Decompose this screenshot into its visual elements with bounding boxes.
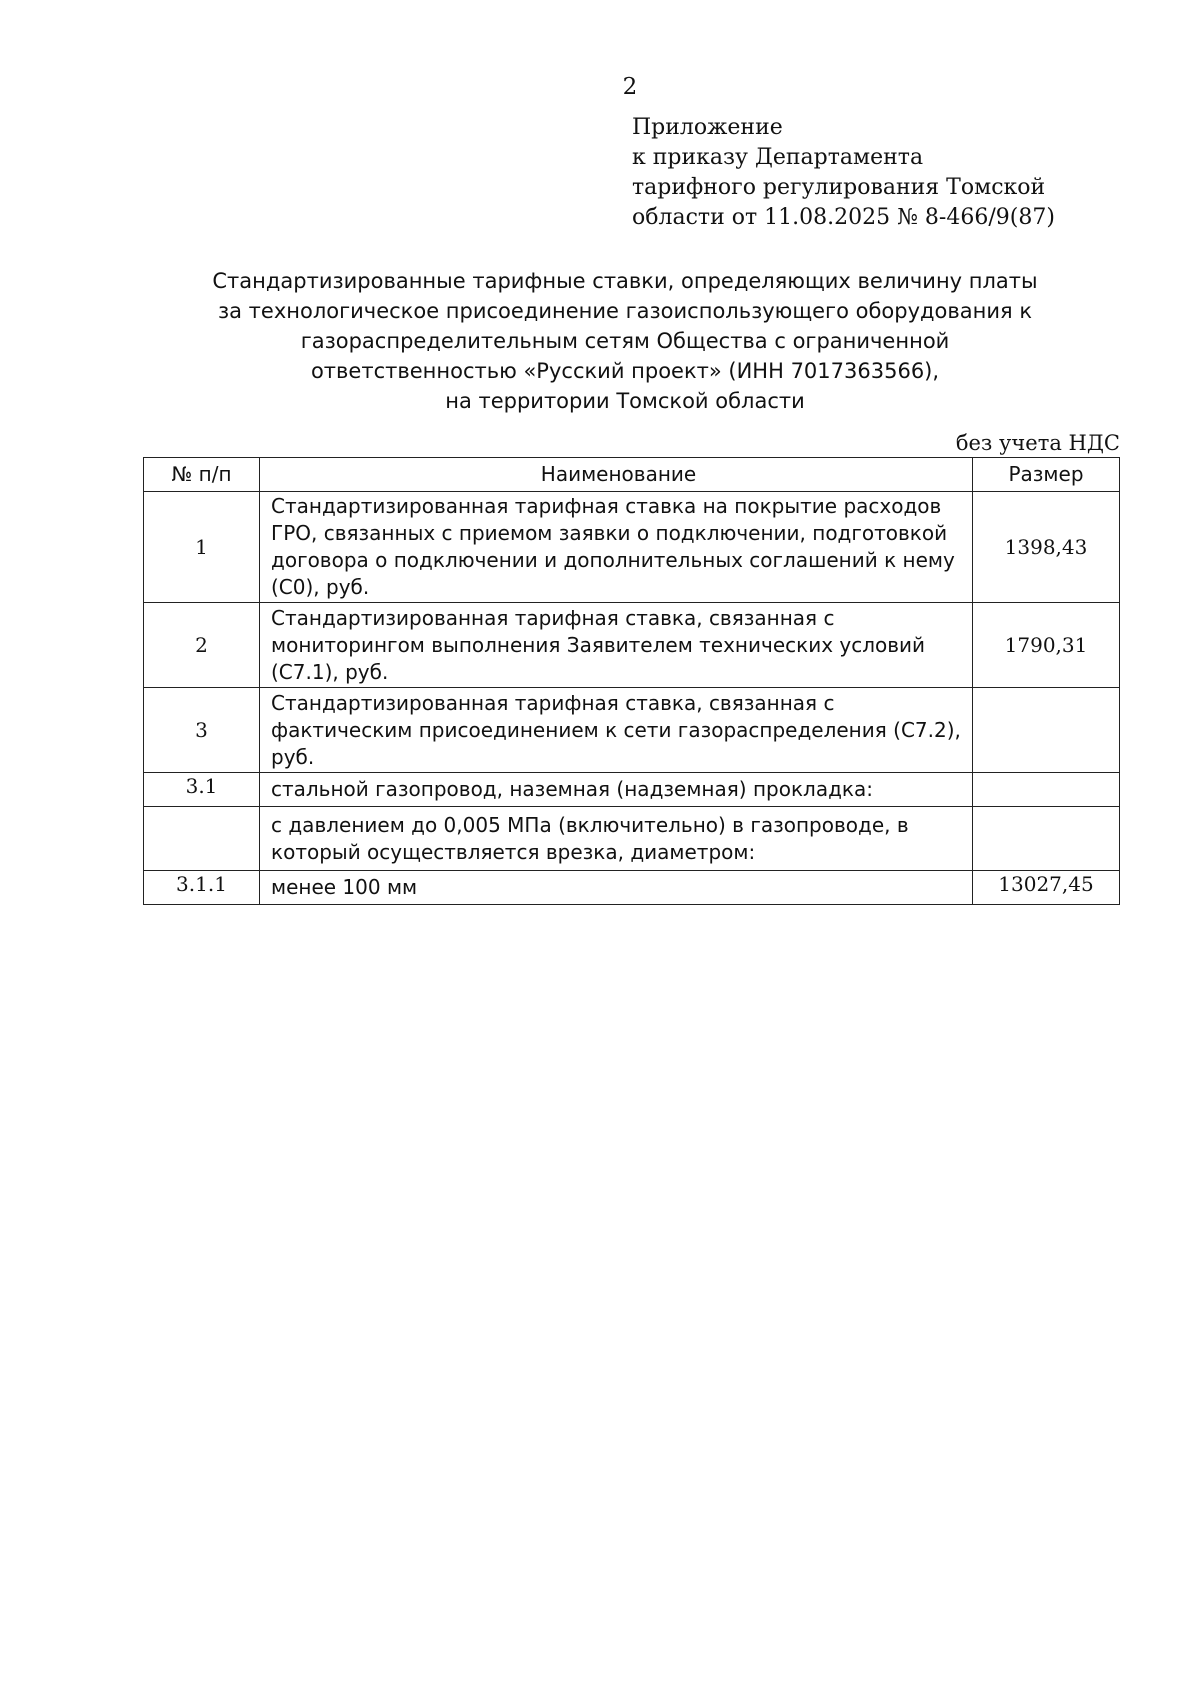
- row-name-line: стальной газопровод, наземная (надземная) прокладка:: [271, 777, 873, 801]
- title-line: на территории Томской области: [445, 389, 805, 413]
- row-number: [144, 807, 260, 871]
- header-size: Размер: [973, 458, 1120, 492]
- row-name-line: с давлением до 0,005 МПа (включительно) в газопроводе, в: [271, 812, 909, 837]
- page-number: 2: [622, 74, 638, 100]
- tariff-rates-table: [143, 457, 1120, 905]
- row-name-line: Стандартизированная тарифная ставка, связанная с: [271, 605, 835, 630]
- row-size: 1398,43: [973, 492, 1120, 603]
- table-row: [144, 773, 1120, 807]
- row-name-line: менее 100 мм: [271, 875, 418, 899]
- title-line: газораспределительным сетям Общества с ограниченной: [300, 329, 950, 353]
- row-name: [260, 871, 973, 905]
- appendix-line: области от 11.08.2025 № 8-466/9(87): [632, 205, 1055, 230]
- row-name-line: мониторингом выполнения Заявителем технических условий: [271, 632, 926, 657]
- row-name-line: ГРО, связанных с приемом заявки о подключении, подготовкой: [271, 521, 948, 545]
- row-name-line: Стандартизированная тарифная ставка на покрытие расходов: [271, 494, 942, 518]
- row-name: [260, 688, 973, 773]
- appendix-line: тарифного регулирования Томской: [632, 175, 1046, 200]
- header-name: Наименование: [260, 458, 973, 492]
- title-line: Стандартизированные тарифные ставки, определяющих величину платы: [212, 269, 1038, 293]
- appendix-line: Приложение: [632, 115, 783, 140]
- row-number: 3.1: [144, 773, 260, 807]
- table-row: [144, 492, 1120, 603]
- row-number: 3.1.1: [144, 871, 260, 905]
- row-size: 13027,45: [973, 871, 1120, 905]
- document-title: [143, 266, 1107, 416]
- table-row: [144, 871, 1120, 905]
- row-size: 1790,31: [973, 603, 1120, 688]
- row-size: [973, 807, 1120, 871]
- row-name: [260, 492, 973, 603]
- row-number: 2: [144, 603, 260, 688]
- table-row: [144, 603, 1120, 688]
- title-line: ответственностью «Русский проект» (ИНН 7017363566),: [310, 359, 940, 383]
- row-name: [260, 773, 973, 807]
- header-number: № п/п: [144, 458, 260, 492]
- row-name-line: который осуществляется врезка, диаметром:: [271, 839, 756, 864]
- row-name-line: (С7.1), руб.: [271, 659, 389, 684]
- row-size: [973, 773, 1120, 807]
- table-row: [144, 688, 1120, 773]
- table-row: [144, 807, 1120, 871]
- row-name-line: Стандартизированная тарифная ставка, связанная с: [271, 690, 835, 715]
- appendix-header: [632, 113, 1055, 233]
- title-line: за технологическое присоединение газоиспользующего оборудования к: [217, 299, 1033, 323]
- row-name: [260, 807, 973, 871]
- table-header-row: [144, 458, 1120, 492]
- row-size: [973, 688, 1120, 773]
- row-name-line: фактическим присоединением к сети газораспределения (С7.2),: [271, 717, 961, 742]
- row-number: 3: [144, 688, 260, 773]
- row-name-line: (С0), руб.: [271, 575, 370, 599]
- row-name-line: руб.: [271, 744, 315, 769]
- row-number: 1: [144, 492, 260, 603]
- row-name-line: договора о подключении и дополнительных соглашений к нему: [271, 548, 955, 572]
- row-name: [260, 603, 973, 688]
- vat-note: без учета НДС: [955, 431, 1120, 455]
- appendix-line: к приказу Департамента: [632, 145, 924, 170]
